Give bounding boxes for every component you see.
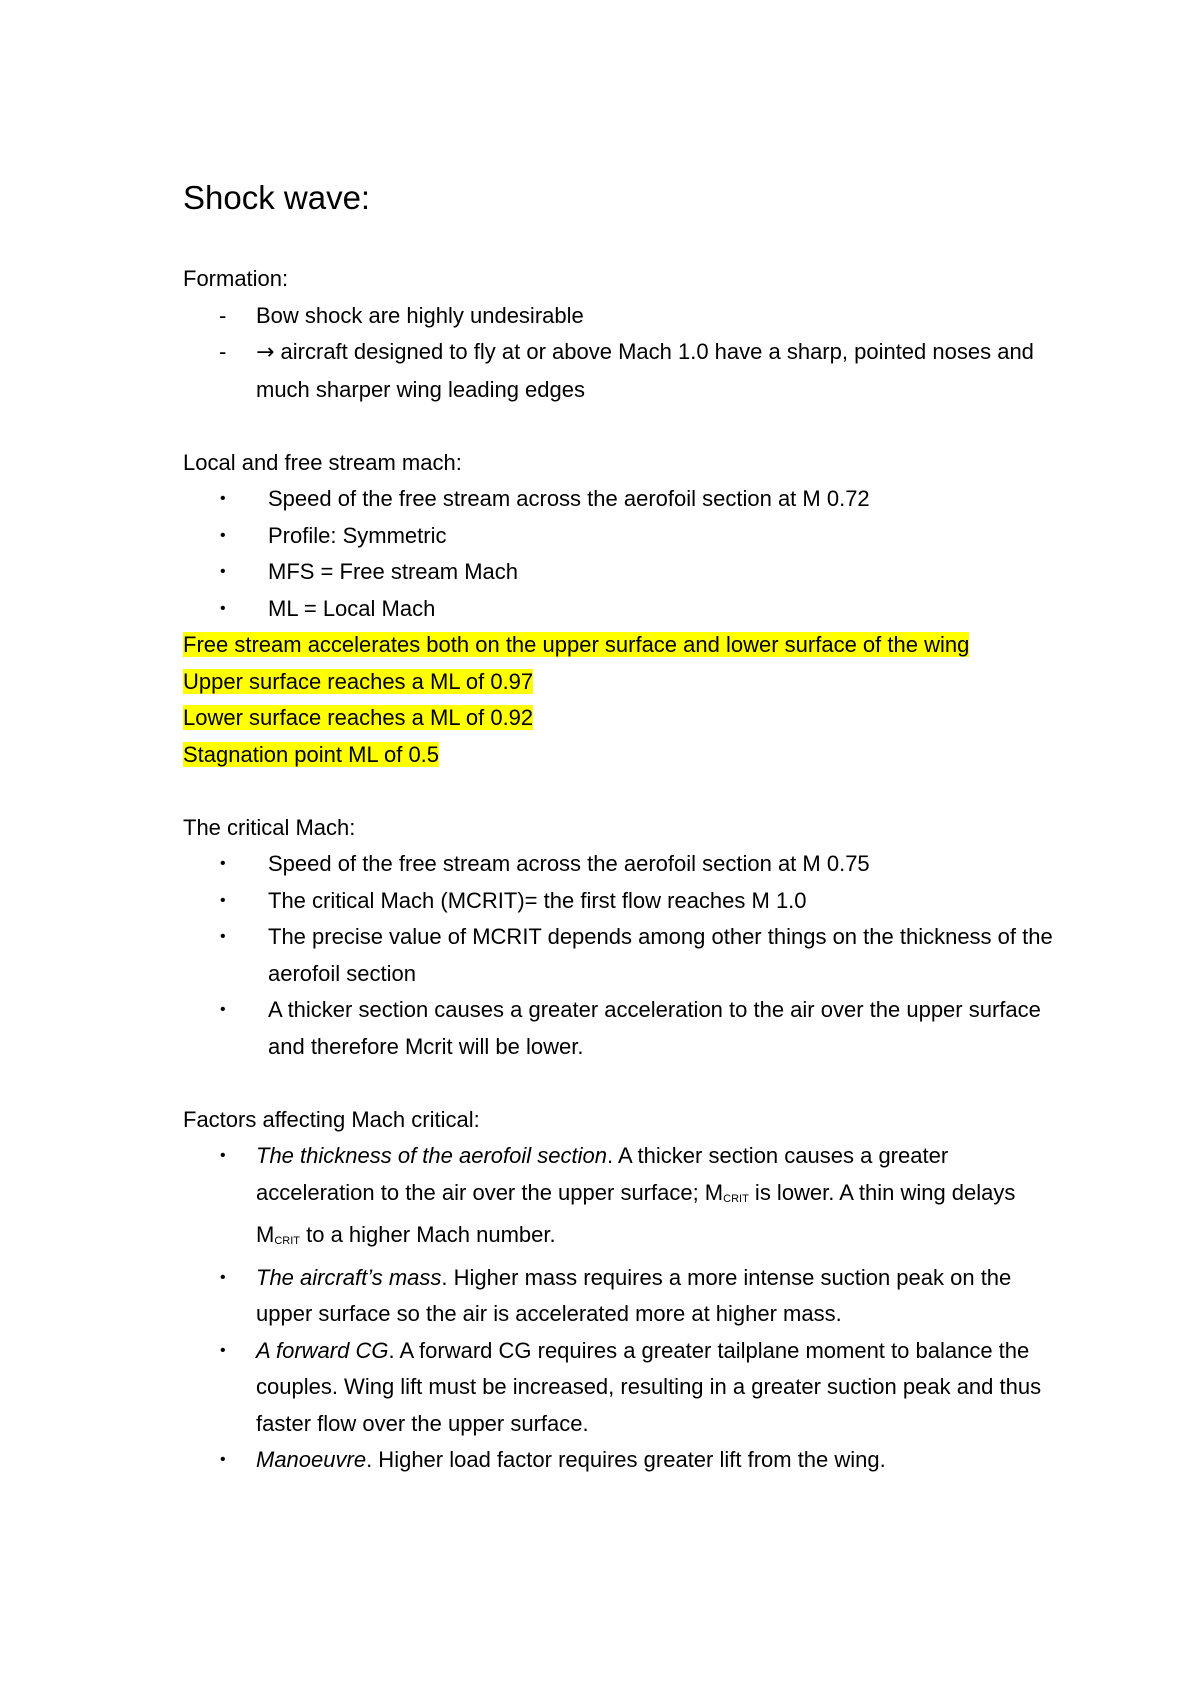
- right-arrow-icon: →: [256, 340, 275, 365]
- list-item: [183, 518, 1063, 555]
- list-item: [183, 883, 1063, 920]
- list-item: [183, 1138, 1063, 1260]
- dash-marker: -: [219, 302, 227, 328]
- factor-text: . Higher load factor requires greater lift from the wing.: [366, 1447, 886, 1472]
- bullet-icon: •: [220, 1451, 226, 1468]
- list-item: [183, 334, 1063, 408]
- bullet-icon: •: [220, 1341, 226, 1359]
- critical-list: [183, 846, 1063, 1065]
- list-item: [183, 481, 1063, 518]
- bullet-icon: •: [220, 599, 226, 617]
- local-list: [183, 481, 1063, 627]
- bullet-icon: •: [220, 490, 226, 507]
- document-content: [183, 175, 1063, 1479]
- factor-lead: The thickness of the aerofoil section: [256, 1143, 607, 1168]
- bullet-icon: •: [220, 891, 226, 909]
- bullet-icon: •: [220, 526, 226, 544]
- factor-text: . Higher mass requires a more intense suction peak on the upper surface so the air is accelerated more at higher mass.: [256, 1264, 1012, 1326]
- highlighted-line: [183, 664, 1063, 701]
- list-item-text: MFS = Free stream Mach: [268, 559, 519, 584]
- local-heading: Local and free stream mach:: [183, 449, 462, 475]
- highlighted-text: Upper surface reaches a ML of 0.97: [183, 668, 534, 694]
- factor-lead: The aircraft’s mass: [256, 1264, 442, 1290]
- list-item: [183, 1260, 1063, 1333]
- crit-subscript: CRIT: [723, 1192, 749, 1205]
- factor-text: . A forward CG requires a greater tailplane moment to balance the couples. Wing lift must be increased, resulting in a greater suction peak and thus faster flow over the upper surface.: [256, 1337, 1042, 1436]
- dash-marker: -: [219, 339, 227, 364]
- bullet-icon: •: [220, 1147, 226, 1164]
- highlighted-text: Stagnation point ML of 0.5: [183, 741, 440, 767]
- list-item-text: Speed of the free stream across the aerofoil section at M 0.75: [268, 851, 870, 876]
- list-item: [183, 554, 1063, 591]
- list-item-text: aircraft designed to fly at or above Mach 1.0 have a sharp, pointed noses and much sharper wing leading edges: [256, 339, 1034, 402]
- highlighted-text: Lower surface reaches a ML of 0.92: [183, 705, 534, 730]
- list-item: [183, 919, 1063, 992]
- list-item: [183, 591, 1063, 628]
- factor-lead: A forward CG: [256, 1337, 389, 1363]
- list-item: [183, 846, 1063, 883]
- list-item-text: The precise value of MCRIT depends among other things on the thickness of the aerofoil section: [268, 924, 1053, 986]
- factors-heading: Factors affecting Mach critical:: [183, 1106, 480, 1132]
- list-item: [183, 1333, 1063, 1443]
- bullet-icon: •: [220, 1001, 226, 1018]
- highlighted-text: Free stream accelerates both on the upper surface and lower surface of the wing: [183, 632, 970, 657]
- list-item: [183, 992, 1063, 1065]
- factor-text: to a higher Mach number.: [300, 1222, 556, 1247]
- list-item-text: The critical Mach (MCRIT)= the first flow reaches M 1.0: [268, 887, 807, 913]
- factor-text: . A thicker section causes a greater acceleration to the air over the upper surface; M: [256, 1143, 949, 1205]
- factors-list: [183, 1138, 1063, 1479]
- factor-lead: Manoeuvre: [256, 1447, 367, 1472]
- highlighted-line: [183, 737, 1063, 774]
- crit-subscript: CRIT: [274, 1235, 300, 1247]
- list-item-text: ML = Local Mach: [268, 595, 436, 621]
- bullet-icon: •: [220, 563, 226, 580]
- highlighted-line: [183, 627, 1063, 664]
- list-item: [183, 298, 1063, 335]
- formation-heading: Formation:: [183, 266, 289, 291]
- list-item-text: Speed of the free stream across the aerofoil section at M 0.72: [268, 486, 870, 511]
- formation-list: [183, 298, 1063, 409]
- list-item-text: A thicker section causes a greater acceleration to the air over the upper surface and therefore Mcrit will be lower.: [268, 997, 1041, 1059]
- list-item-text: Profile: Symmetric: [268, 522, 447, 548]
- page-title: Shock wave:: [183, 179, 371, 216]
- critical-heading: The critical Mach:: [183, 814, 356, 840]
- list-item-text: Bow shock are highly undesirable: [256, 302, 584, 328]
- highlighted-line: [183, 700, 1063, 737]
- bullet-icon: •: [220, 855, 226, 872]
- bullet-icon: •: [220, 1268, 226, 1286]
- bullet-icon: •: [220, 928, 226, 945]
- factor-text: is lower. A thin wing delays M: [256, 1179, 1016, 1247]
- list-item: [183, 1442, 1063, 1479]
